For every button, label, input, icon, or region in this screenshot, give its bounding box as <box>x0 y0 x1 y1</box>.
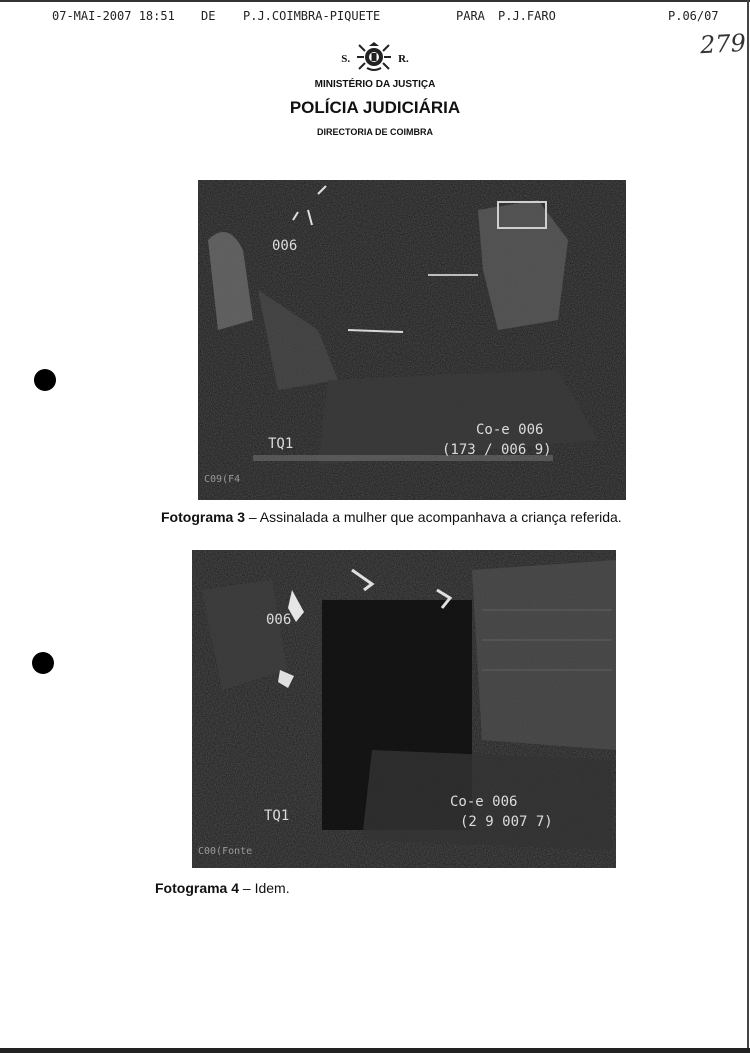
cctv-source-label: C00(Fonte <box>198 846 253 857</box>
cctv-frame-3 <box>198 180 626 500</box>
agency-name: POLÍCIA JUDICIÁRIA <box>289 98 461 117</box>
cctv-source-label: C09(F4 <box>204 474 241 485</box>
crest-row <box>0 42 750 76</box>
cctv-left-label: TQ1 <box>264 808 290 824</box>
handwritten-page-number: 279 <box>699 28 747 60</box>
fax-transmission-header <box>0 6 750 28</box>
binder-hole-top <box>34 369 56 391</box>
top-edge-line <box>0 0 750 2</box>
cctv-camera-label: Co-e 006 <box>476 422 544 438</box>
caption-frame-4-label: Fotograma 4 <box>155 880 240 896</box>
cctv-timecode: (173 / 006 9) <box>442 442 552 458</box>
caption-frame-3-label: Fotograma 3 <box>161 509 246 525</box>
binder-hole-bottom <box>32 652 54 674</box>
crest-right-letter: R. <box>398 53 409 65</box>
fax-datetime: 07-MAI-2007 18:51 <box>52 9 175 23</box>
coat-of-arms-icon <box>356 41 392 78</box>
fax-from: P.J.COIMBRA-PIQUETE <box>243 9 381 23</box>
letterhead <box>0 42 750 137</box>
directorate-name: DIRECTORIA DE COIMBRA <box>316 127 433 137</box>
cctv-camera-number: 006 <box>272 238 298 254</box>
fax-from-label: DE <box>201 9 216 23</box>
fax-page: P.06/07 <box>668 9 719 23</box>
ministry-name: MINISTÉRIO DA JUSTIÇA <box>314 79 436 90</box>
caption-frame-3 <box>161 509 622 525</box>
caption-frame-3-text: – Assinalada a mulher que acompanhava a criança referida. <box>245 509 622 525</box>
fax-to-label: PARA <box>456 9 485 23</box>
caption-frame-4 <box>155 880 290 896</box>
caption-frame-4-text: – Idem. <box>239 880 290 896</box>
cctv-frame-4 <box>192 550 616 868</box>
cctv-camera-number: 006 <box>266 612 292 628</box>
crest-left-letter: S. <box>341 53 351 65</box>
cctv-frame-3-scene <box>198 180 626 500</box>
fax-to: P.J.FARO <box>498 9 556 23</box>
cctv-camera-label: Co-e 006 <box>450 794 518 810</box>
bottom-edge-line <box>0 1048 750 1053</box>
right-edge-line <box>747 0 749 1053</box>
cctv-timecode: (2 9 007 7) <box>460 814 553 830</box>
cctv-left-label: TQ1 <box>268 436 294 452</box>
